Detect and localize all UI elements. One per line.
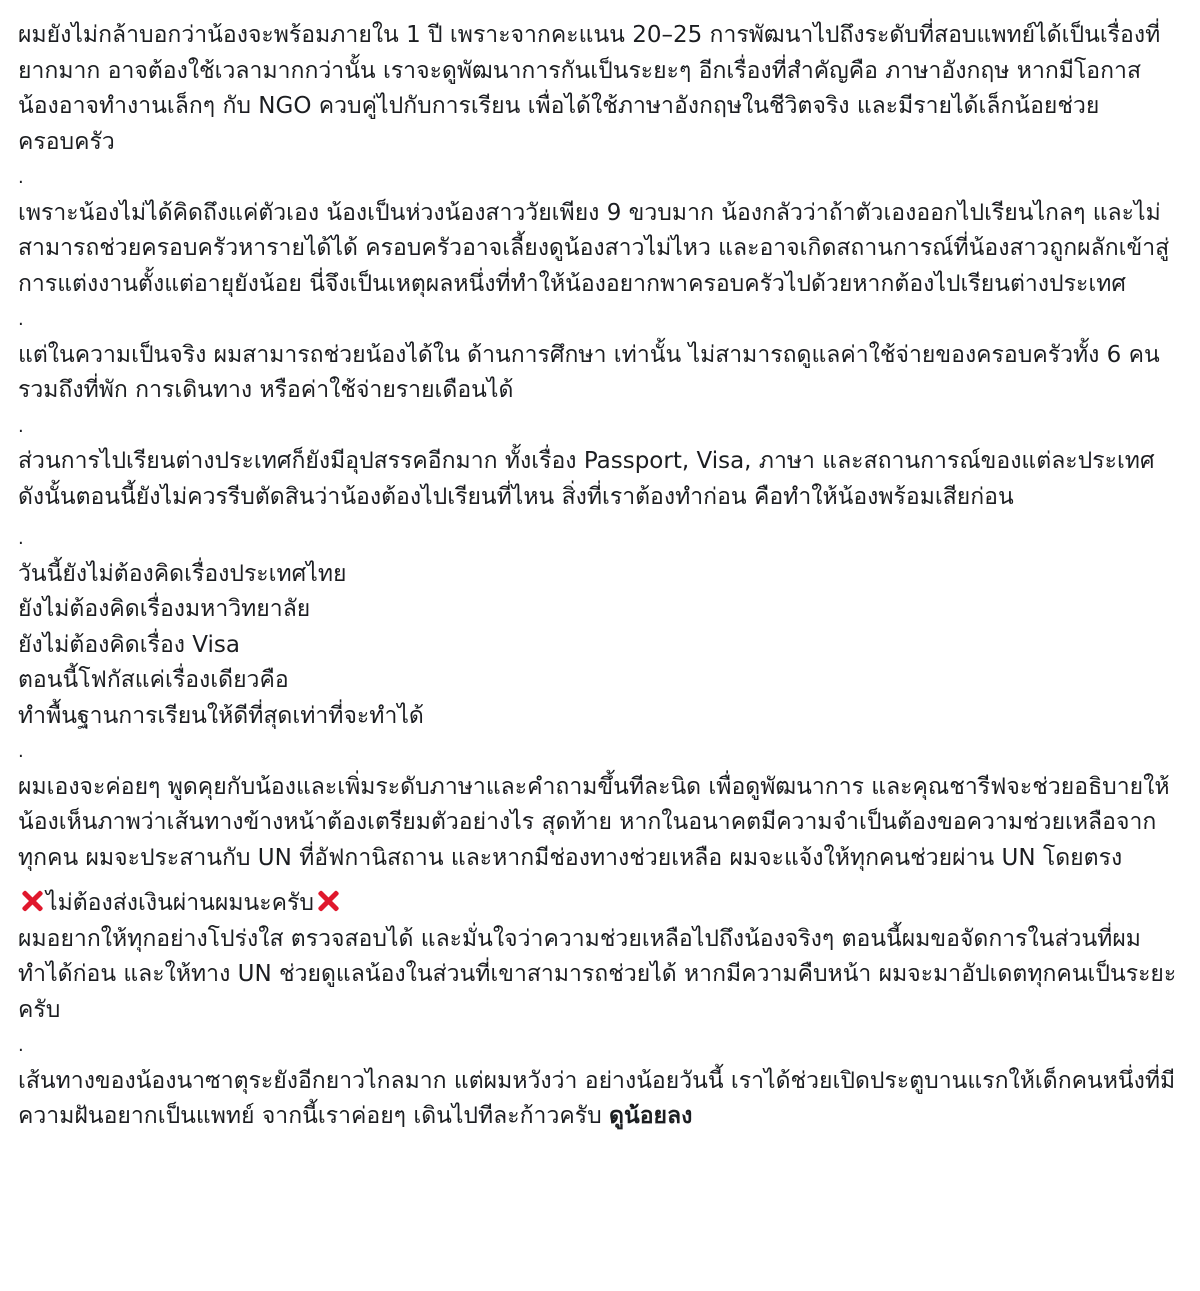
paragraph-7-text: เส้นทางของน้องนาซาตุระยังอีกยาวไกลมาก แต่ผมหวังว่า อย่างน้อยวันนี้ เราได้ช่วยเปิดประตูบานแรกให้เด็กคนหนึ่งที่มีความฝันอยากเป็นแพทย์ จากนี้เราค่อยๆ เดินไปทีละก้าวครับ [18,1067,1176,1129]
warning-line [18,886,1180,922]
cross-mark-icon [19,888,45,914]
separator-dot: . [18,741,24,762]
separator-dot: . [18,1035,24,1056]
see-less-link[interactable]: ดูน้อยลง [609,1103,693,1129]
list-item: ยังไม่ต้องคิดเรื่องมหาวิทยาลัย [18,596,311,622]
list-item: วันนี้ยังไม่ต้องคิดเรื่องประเทศไทย [18,560,347,587]
focus-list [18,557,1180,735]
list-item: ตอนนี้โฟกัสแค่เรื่องเดียวคือ [18,667,289,693]
cross-mark-icon [315,888,341,914]
separator-dot: . [18,415,24,437]
separator-dot: . [18,528,24,549]
paragraph-3: แต่ในความเป็นจริง ผมสามารถช่วยน้องได้ใน ด้านการศึกษา เท่านั้น ไม่สามารถดูแลค่าใช้จ่ายของครอบครัวทั้ง 6 คน รวมถึงที่พัก การเดินทาง หรือค่าใช้จ่ายรายเดือนได้ [18,341,1160,403]
paragraph-4: ส่วนการไปเรียนต่างประเทศก็ยังมีอุปสรรคอีกมาก ทั้งเรื่อง Passport, Visa, ภาษา และสถานการณ์ของแต่ละประเทศ ดังนั้นตอนนี้ยังไม่ควรรีบตัดสินว่าน้องต้องไปเรียนที่ไหน สิ่งที่เราต้องทำก่อน คือทำให้น้องพร้อมเสียก่อน [18,448,1155,510]
paragraph-7 [18,1064,1180,1135]
paragraph-2: เพราะน้องไม่ได้คิดถึงแค่ตัวเอง น้องเป็นห่วงน้องสาววัยเพียง 9 ขวบมาก น้องกลัวว่าถ้าตัวเองออกไปเรียนไกลๆ และไม่สามารถช่วยครอบครัวหารายได้ได้ ครอบครัวอาจเลี้ยงดูน้องสาวไม่ไหว และอาจเกิดสถานการณ์ที่น้องสาวถูกผลักเข้าสู่การแต่งงานตั้งแต่อายุยังน้อย นี่จึงเป็นเหตุผลหนึ่งที่ทำให้น้องอยากพาครอบครัวไปด้วยหากต้องไปเรียนต่างประเทศ [18,199,1170,297]
warning-text: ไม่ต้องส่งเงินผ่านผมนะครับ [46,890,314,916]
list-item: ยังไม่ต้องคิดเรื่อง Visa [18,631,241,658]
separator-dot: . [18,309,24,330]
paragraph-5: ผมเองจะค่อยๆ พูดคุยกับน้องและเพิ่มระดับภาษาและคำถามขึ้นทีละนิด เพื่อดูพัฒนาการ และคุณชารีฟจะช่วยอธิบายให้น้องเห็นภาพว่าเส้นทางข้างหน้าต้องเตรียมตัวอย่างไร สุดท้าย หากในอนาคตมีความจำเป็นต้องขอความช่วยเหลือจากทุกคน ผมจะประสานกับ UN ที่อัฟกานิสถาน และหากมีช่องทางช่วยเหลือ ผมจะแจ้งให้ทุกคนช่วยผ่าน UN โดยตรง [18,773,1170,871]
paragraph-6: ผมอยากให้ทุกอย่างโปร่งใส ตรวจสอบได้ และมั่นใจว่าความช่วยเหลือไปถึงน้องจริงๆ ตอนนี้ผมขอจัดการในส่วนที่ผมทำได้ก่อน และให้ทาง UN ช่วยดูแลน้องในส่วนที่เขาสามารถช่วยได้ หากมีความคืบหน้า ผมจะมาอัปเดตทุกคนเป็นระยะครับ [18,925,1177,1023]
separator-dot: . [18,167,24,188]
list-item: ทำพื้นฐานการเรียนให้ดีที่สุดเท่าที่จะทำได้ [18,702,424,729]
paragraph-1: ผมยังไม่กล้าบอกว่าน้องจะพร้อมภายใน 1 ปี เพราะจากคะแนน 20–25 การพัฒนาไปถึงระดับที่สอบแพทย์ได้เป็นเรื่องที่ยากมาก อาจต้องใช้เวลามากกว่านั้น เราจะดูพัฒนาการกันเป็นระยะๆ อีกเรื่องที่สำคัญคือ ภาษาอังกฤษ หากมีโอกาส น้องอาจทำงานเล็กๆ กับ NGO ควบคู่ไปกับการเรียน เพื่อได้ใช้ภาษาอังกฤษในชีวิตจริง และมีรายได้เล็กน้อยช่วยครอบครัว [18,22,1161,155]
